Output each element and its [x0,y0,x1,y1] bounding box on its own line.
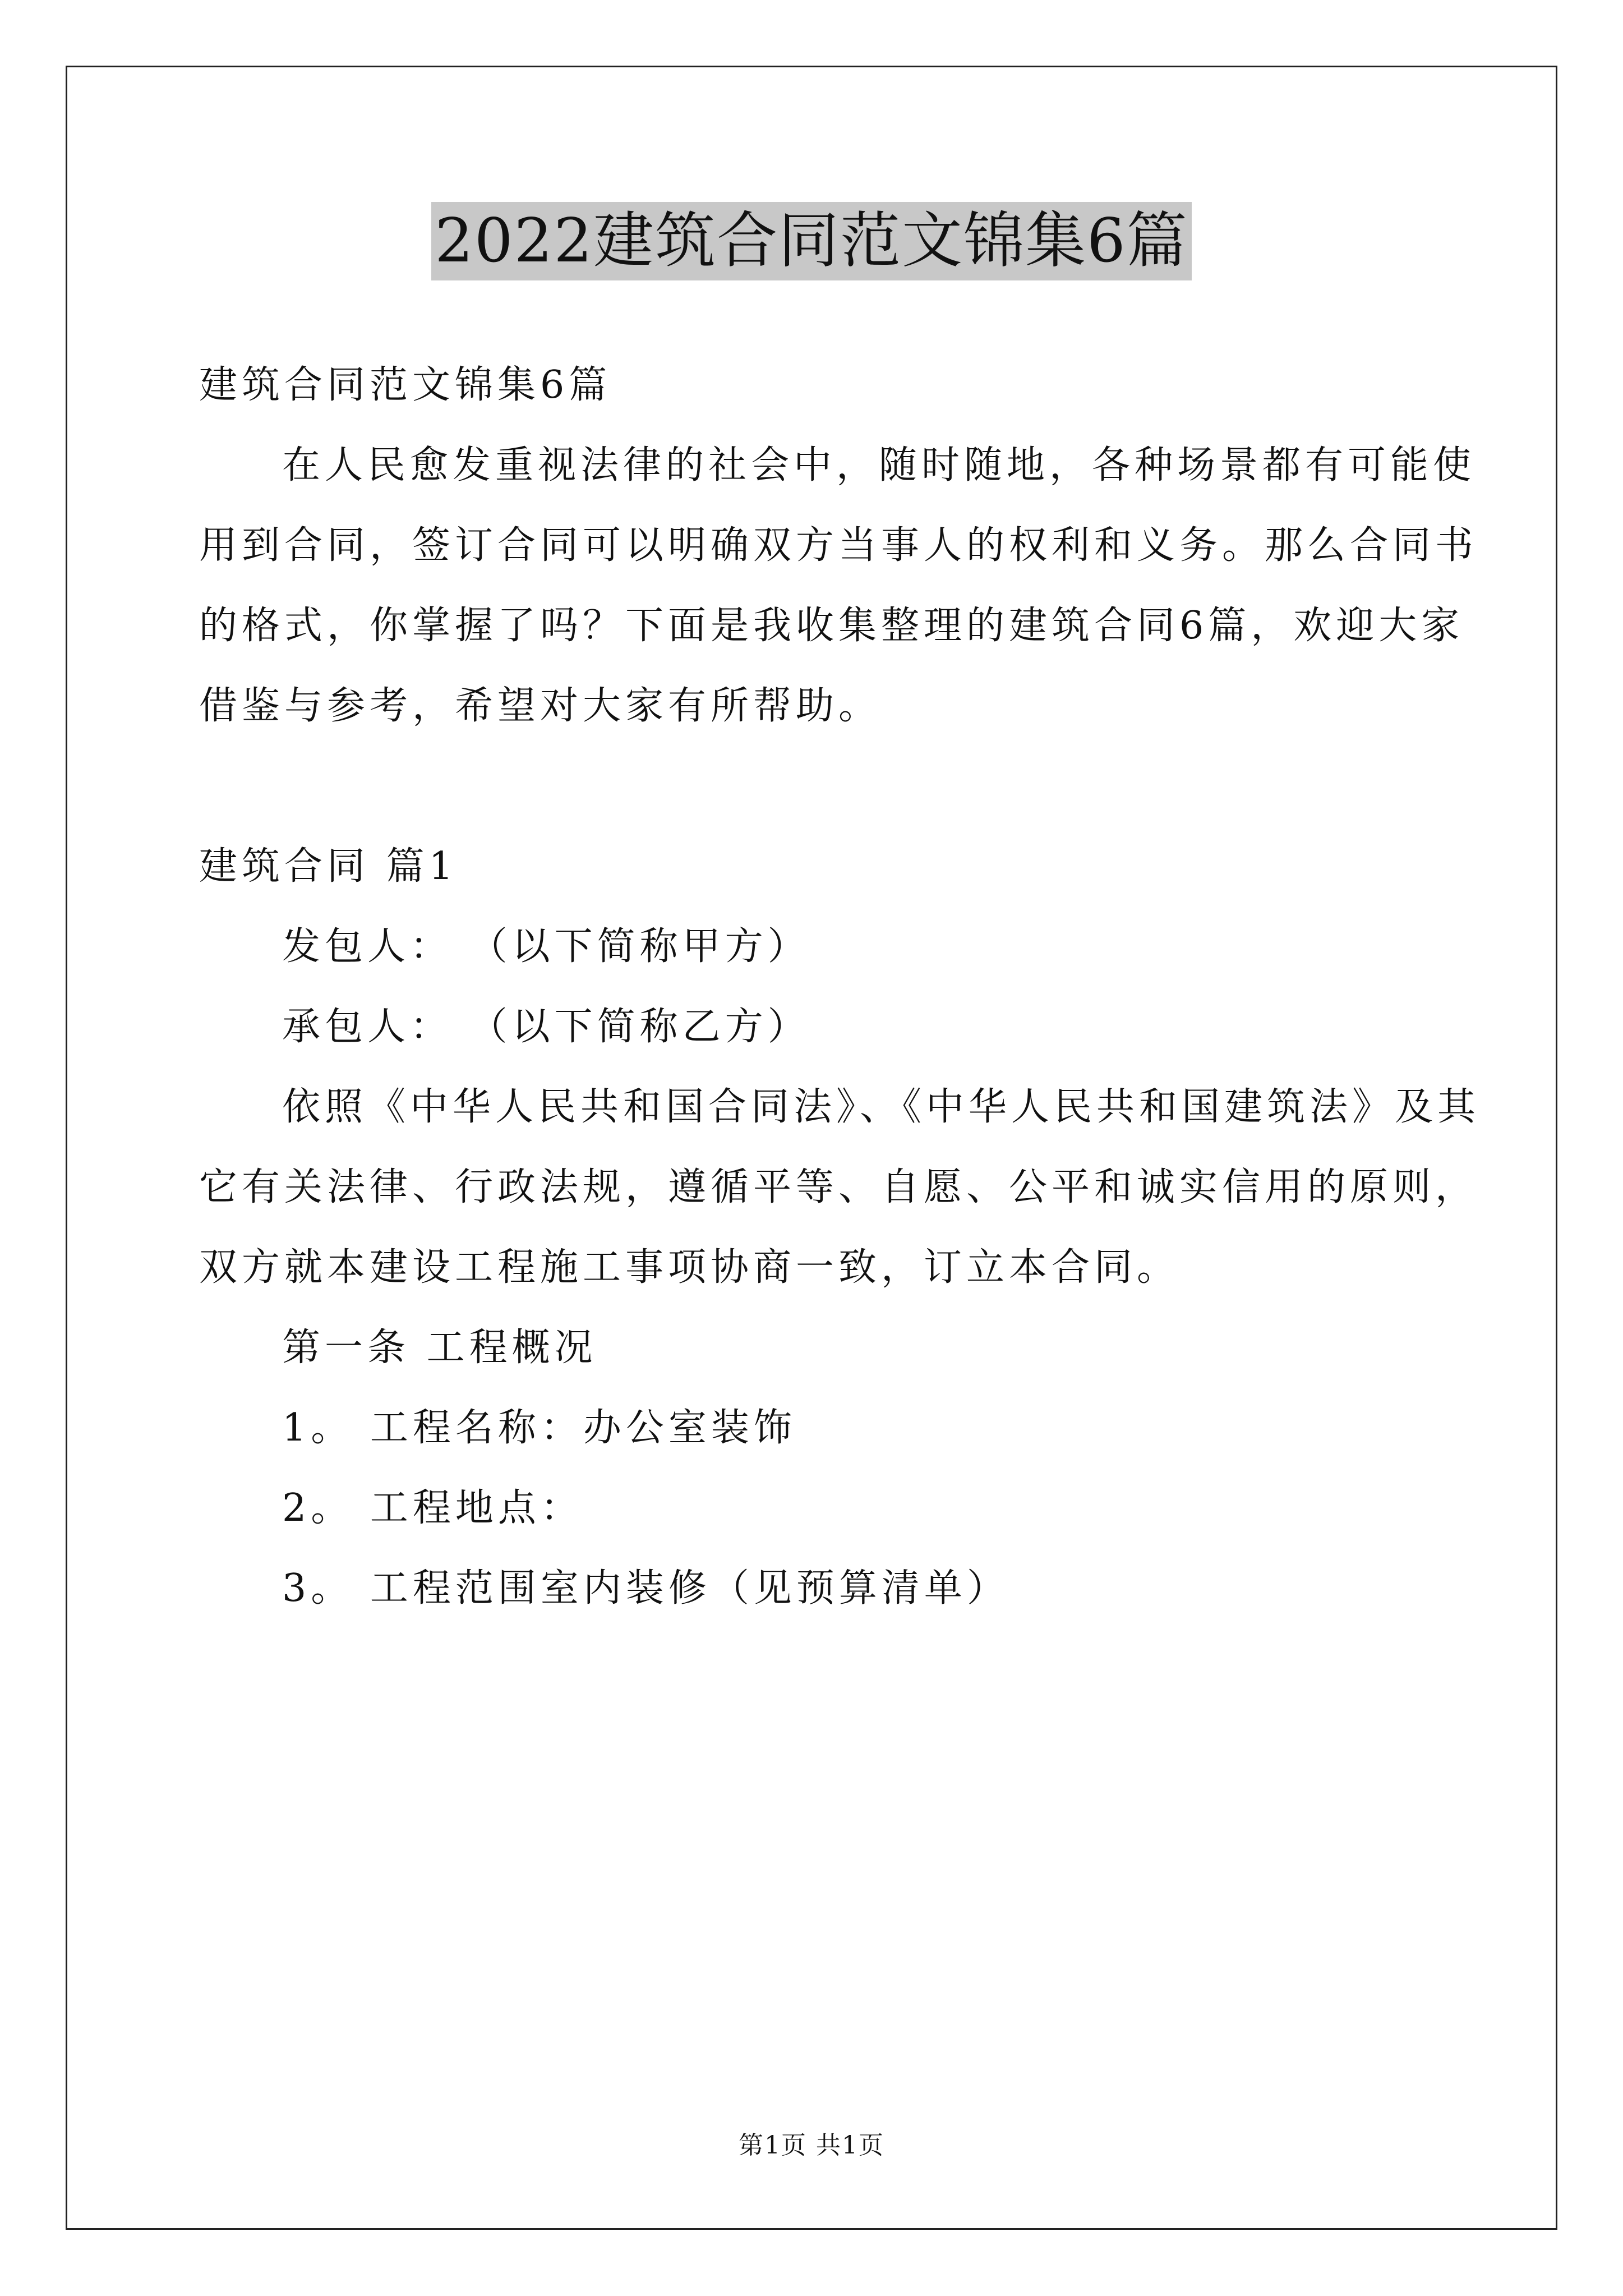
document-subtitle: 建筑合同范文锦集6篇 [199,363,612,407]
section-heading: 建筑合同 篇1 [199,844,458,889]
intro-line-2: 用到合同，签订合同可以明确双方当事人的权利和义务。那么合同书 [199,523,1478,568]
title-container [0,202,1623,280]
page-footer: 第1页 共1页 [739,2131,884,2160]
list-item-project-name: 1。 工程名称：办公室装饰 [282,1406,796,1450]
article-1-title: 第一条 工程概况 [282,1326,597,1370]
list-item-project-location: 2。 工程地点： [282,1486,583,1530]
party-b-line: 承包人： （以下简称乙方） [282,1005,810,1049]
basis-line-2: 它有关法律、行政法规，遵循平等、自愿、公平和诚实信用的原则， [199,1165,1478,1209]
document-body [199,345,1481,1628]
basis-line-1: 依照《中华人民共和国合同法》、《中华人民共和国建筑法》及其 [282,1085,1481,1129]
party-a-line: 发包人： （以下简称甲方） [282,924,810,969]
document-title: 2022建筑合同范文锦集6篇 [431,202,1192,280]
intro-line-3: 的格式，你掌握了吗？下面是我收集整理的建筑合同6篇，欢迎大家 [199,604,1464,648]
list-item-project-scope: 3。 工程范围室内装修（见预算清单） [282,1566,1009,1611]
intro-line-1: 在人民愈发重视法律的社会中，随时随地，各种场景都有可能使 [282,443,1476,487]
intro-line-4: 借鉴与参考，希望对大家有所帮助。 [199,684,882,728]
basis-line-3: 双方就本建设工程施工事项协商一致，订立本合同。 [199,1245,1180,1290]
paragraph-gap [199,746,1433,826]
